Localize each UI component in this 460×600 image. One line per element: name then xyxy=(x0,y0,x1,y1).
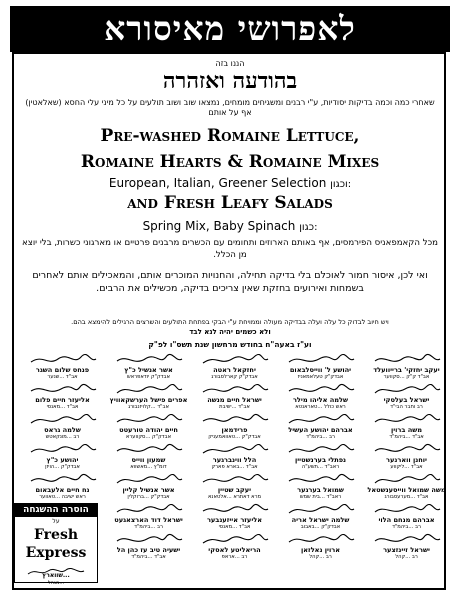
signature-name: נח חיים אלעבאום xyxy=(35,486,90,494)
signature-title: אבדק"ק ...הויזן xyxy=(45,464,80,470)
signature-title: אבדק"ק קארלסבורג xyxy=(211,374,258,380)
signature-entry xyxy=(192,532,277,562)
signature-scribble xyxy=(192,532,277,546)
signature-name: ארוין נאלזאן xyxy=(300,546,340,554)
signature-name: יוחנן ווארנער xyxy=(386,456,427,464)
product-sub-1-en: European, Italian, Greener Selection xyxy=(108,176,327,190)
signature-name: ישראל חיים מנשה xyxy=(207,396,262,404)
intro-text: הננו בזה xyxy=(215,59,245,68)
signature-name: שלמה אליהו מילר xyxy=(292,396,349,404)
hashgacha-box xyxy=(14,503,98,586)
signature-title: אב"ד ...מאנסי xyxy=(218,524,251,530)
signature-title: ראש כולל ...טאראנטא xyxy=(295,404,346,410)
signature-title: אב"ד ...מאנסי xyxy=(46,404,79,410)
signature-name: הריאליטע לאסקי xyxy=(208,546,261,554)
signature-name: אליעזר אייזענבער xyxy=(206,516,263,524)
signature-name: ישראל זיינזצער xyxy=(383,546,430,554)
signature-scribble xyxy=(106,442,191,456)
signature-name: חיים יהודה טורעטט xyxy=(119,426,178,434)
signature-title: אבדק"ק ...סקווערא xyxy=(125,434,172,440)
signature-title: רב ...מונקאטש xyxy=(45,434,80,440)
notice-page xyxy=(10,6,450,592)
signature-name: ישראל בעלסקי xyxy=(383,396,430,404)
signature-entry xyxy=(364,472,449,502)
signature-name: נפתלי בערנשטיין xyxy=(294,456,347,464)
signature-scribble xyxy=(278,502,363,516)
signature-scribble xyxy=(278,352,363,366)
signature-entry xyxy=(106,412,191,442)
signature-entry xyxy=(278,532,363,562)
signature-scribble xyxy=(278,382,363,396)
signature-entry xyxy=(278,382,363,412)
signature-scribble xyxy=(278,532,363,546)
signature-scribble xyxy=(20,412,105,426)
signature-name: שמואל בערגער xyxy=(297,486,344,494)
signature-entry xyxy=(278,412,363,442)
signature-entry xyxy=(192,472,277,502)
signature-title: אבדק"ק ...טאוואמעניק xyxy=(208,434,261,440)
signature-title: אב"ד ...שנער xyxy=(47,374,78,380)
signature-entry xyxy=(192,502,277,532)
signature-title: ראש ישיבה ...טאווער xyxy=(39,494,86,500)
signature-scribble xyxy=(20,382,105,396)
signature-title: אב"ד ...ישיבת xyxy=(219,404,250,410)
signature-scribble xyxy=(20,352,105,366)
signature-name: הלל ווינברגער xyxy=(212,456,257,464)
signature-entry xyxy=(106,502,191,532)
signature-entry xyxy=(20,382,105,412)
signature-entry xyxy=(278,442,363,472)
hashgacha-sub: על xyxy=(52,518,60,525)
signature-name: אשר אנשיל קליין xyxy=(122,486,175,494)
signature-title: רב ...ביהמ"ד xyxy=(134,524,163,530)
hashgacha-title: ...מנהל xyxy=(47,580,65,586)
signature-title: אב"ד ...בארא פארק xyxy=(211,464,258,470)
signature-scribble xyxy=(364,532,449,546)
signature-title: אב"ד ...ביהמ"ד xyxy=(389,434,424,440)
signature-entry xyxy=(20,472,105,502)
signature-name: משה שמואל ווייסענשטאל xyxy=(367,486,446,494)
signature-scribble xyxy=(106,352,191,366)
signature-name: יעקב שטיין xyxy=(217,486,252,494)
hashgacha-brand: Fresh Express xyxy=(25,527,87,561)
signature-name: פרידמאן xyxy=(221,426,248,434)
signature-name: אשר אנשיל כ"ץ xyxy=(124,366,173,374)
banner-title: לאפרושי מאיסורא xyxy=(10,6,450,52)
signature-entry xyxy=(192,382,277,412)
hashgacha-name: ...שווארץ xyxy=(42,572,70,579)
product-sub-1 xyxy=(10,176,450,190)
signature-entry xyxy=(364,532,449,562)
signature-scribble xyxy=(20,442,105,456)
signature-name: יחזקאל ראטה xyxy=(213,366,256,374)
signature-entry xyxy=(106,352,191,382)
signature-entry xyxy=(20,442,105,472)
signature-entry xyxy=(192,412,277,442)
signature-scribble xyxy=(278,412,363,426)
product-sub-2-he: כגון: xyxy=(299,222,318,233)
signature-title: רב ...קהל xyxy=(309,554,332,560)
signature-title: רב ...ביהמ"ד xyxy=(392,524,421,530)
signature-title: ראב"ד ...תשע"ה xyxy=(301,464,340,470)
signature-scribble xyxy=(20,472,105,486)
signature-title: אב"ד ...ביהמ"ד xyxy=(131,554,166,560)
signature-name: פנחס שלום השגר xyxy=(35,366,90,374)
signature-scribble xyxy=(106,412,191,426)
signature-entry xyxy=(278,472,363,502)
signature-title: מרא דאתרא ...אלטאנא xyxy=(207,494,262,500)
signature-scribble xyxy=(192,412,277,426)
signature-scribble xyxy=(192,382,277,396)
signature-title: ראב"ד ...בית שמש xyxy=(299,494,342,500)
signature-entry xyxy=(278,502,363,532)
signature-entry xyxy=(364,352,449,382)
signature-title: רב ...ביהמ"ד xyxy=(306,434,335,440)
signature-entry xyxy=(192,352,277,382)
signature-scribble xyxy=(364,352,449,366)
signature-scribble xyxy=(106,502,191,516)
signature-scribble xyxy=(278,472,363,486)
signature-entry xyxy=(106,382,191,412)
signature-name: משה ברוין xyxy=(390,426,423,434)
headline: בהודעה ואזהרה xyxy=(162,68,298,94)
product-line-2: Romaine Hearts & Romaine Mixes xyxy=(80,152,380,172)
product-line-1: Pre-washed Romaine Lettuce, xyxy=(100,126,360,146)
signature-name: שלמה ישראל אריה xyxy=(291,516,350,524)
signature-name: אפרים פישל הערשקאוויץ xyxy=(109,396,188,404)
signature-title: רב וחבר הבי"ד xyxy=(390,404,423,410)
paragraph-3: ואי לכן, איסור חמור לאוכלם בלי בדיקה תחילה, והחנויות המוכרים אותם, והמאכילים אותם לאחרים בשמחות ואירועים בחזקת שאין צריכים בדיקה, מכשילים את הרבים. xyxy=(32,270,428,294)
signature-entry xyxy=(364,502,449,532)
signature-entry xyxy=(106,532,191,562)
signature-title: אב"ד ק"ק ...סקווער xyxy=(383,374,430,380)
signature-title: אבדק"ק ...ברוקלין xyxy=(127,494,170,500)
signature-title: דומ"ץ ...מאשווא xyxy=(130,464,167,470)
product-sub-2 xyxy=(10,219,450,233)
signature-scribble xyxy=(106,472,191,486)
signature-title: רב ...אראפ xyxy=(221,554,248,560)
signature-title: אבדק"ק יודאפראש xyxy=(127,374,170,380)
signature-name: שמעון ווייס xyxy=(131,456,166,464)
signature-scribble xyxy=(192,502,277,516)
signature-name: יהושע ל' ווייסלבאום xyxy=(289,366,352,374)
signature-scribble xyxy=(364,502,449,516)
signature-name: שלמה גראס xyxy=(44,426,81,434)
paragraph-1: שאחרי כמה וכמה בדיקות יסודיות, ע"י רבנים ומשגיחים מומחים, נמצאו שוב ושוב תולעים על כל מיני עלי החסא (שאלאטין) אף על אותם xyxy=(25,98,435,117)
signature-entry xyxy=(364,382,449,412)
signature-name: יהושע כ"ץ xyxy=(46,456,79,464)
fine-print-2: ולא כשמים יהיה לנא לבד xyxy=(189,328,271,336)
signature-scribble xyxy=(192,442,277,456)
signature-title: אב"ד ...מערעסבורג xyxy=(384,494,429,500)
signature-entry xyxy=(20,352,105,382)
product-line-3: and Fresh Leafy Salads xyxy=(127,193,333,213)
signature-scribble xyxy=(364,472,449,486)
signature-scribble xyxy=(106,532,191,546)
date-line: וע"ז באעה"ח בחודש מרחשון שנת תשס"ו לפ"ק xyxy=(148,340,312,349)
product-sub-1-he: וכגון: xyxy=(330,179,352,190)
signature-name: יעקב יחזקי' ברייוועלד xyxy=(373,366,440,374)
signature-scribble xyxy=(364,442,449,456)
signature-entry xyxy=(20,412,105,442)
signature-name: ישראל דוד הארצאגעט xyxy=(114,516,183,524)
fine-print: ויש חיוב לבדוק כל עלה ועלה בבדיקה מעולה וממויחת ע"י הבקי בפתחת התולעים והשרצים הרגילים להימצא בהם. xyxy=(71,318,389,326)
signature-entry xyxy=(106,472,191,502)
signature-entry xyxy=(192,442,277,472)
product-sub-2-en: Spring Mix, Baby Spinach xyxy=(142,219,296,233)
hashgacha-signature xyxy=(15,562,97,572)
signature-title: אבדק"ק ...באבוב xyxy=(300,524,341,530)
signature-entry xyxy=(106,442,191,472)
hashgacha-heading: הוסרה ההשגחה xyxy=(15,504,97,517)
signature-name: אברהם יהושע העשיל xyxy=(288,426,353,434)
signature-title: אבדק"ק טעלאמאניז xyxy=(297,374,344,380)
signature-name: אליעזר חיים פלום xyxy=(35,396,90,404)
signature-name: ישעיה טיב עז כהן הל xyxy=(116,546,181,554)
signature-scribble xyxy=(192,352,277,366)
signature-scribble xyxy=(278,442,363,456)
signature-entry xyxy=(364,442,449,472)
signature-scribble xyxy=(364,382,449,396)
paragraph-2: מכל הקאמפאניס הפירמסים, אף באותם הארוזים ותחומים עם הכשרים מרבנים פרטיים או מארגוני כשרות, בלי יוצא מן הכלל. xyxy=(21,238,439,260)
signature-scribble xyxy=(364,412,449,426)
signature-entry xyxy=(364,412,449,442)
signature-title: אב"ד ...ליקווע xyxy=(390,464,423,470)
signature-name: אברהם מנחם הלוי xyxy=(378,516,435,524)
signature-title: רב ...קהל xyxy=(395,554,418,560)
signature-scribble xyxy=(106,382,191,396)
signature-entry xyxy=(278,352,363,382)
signature-scribble xyxy=(192,472,277,486)
signature-title: אב"ד ...קלויזנבורג xyxy=(128,404,169,410)
